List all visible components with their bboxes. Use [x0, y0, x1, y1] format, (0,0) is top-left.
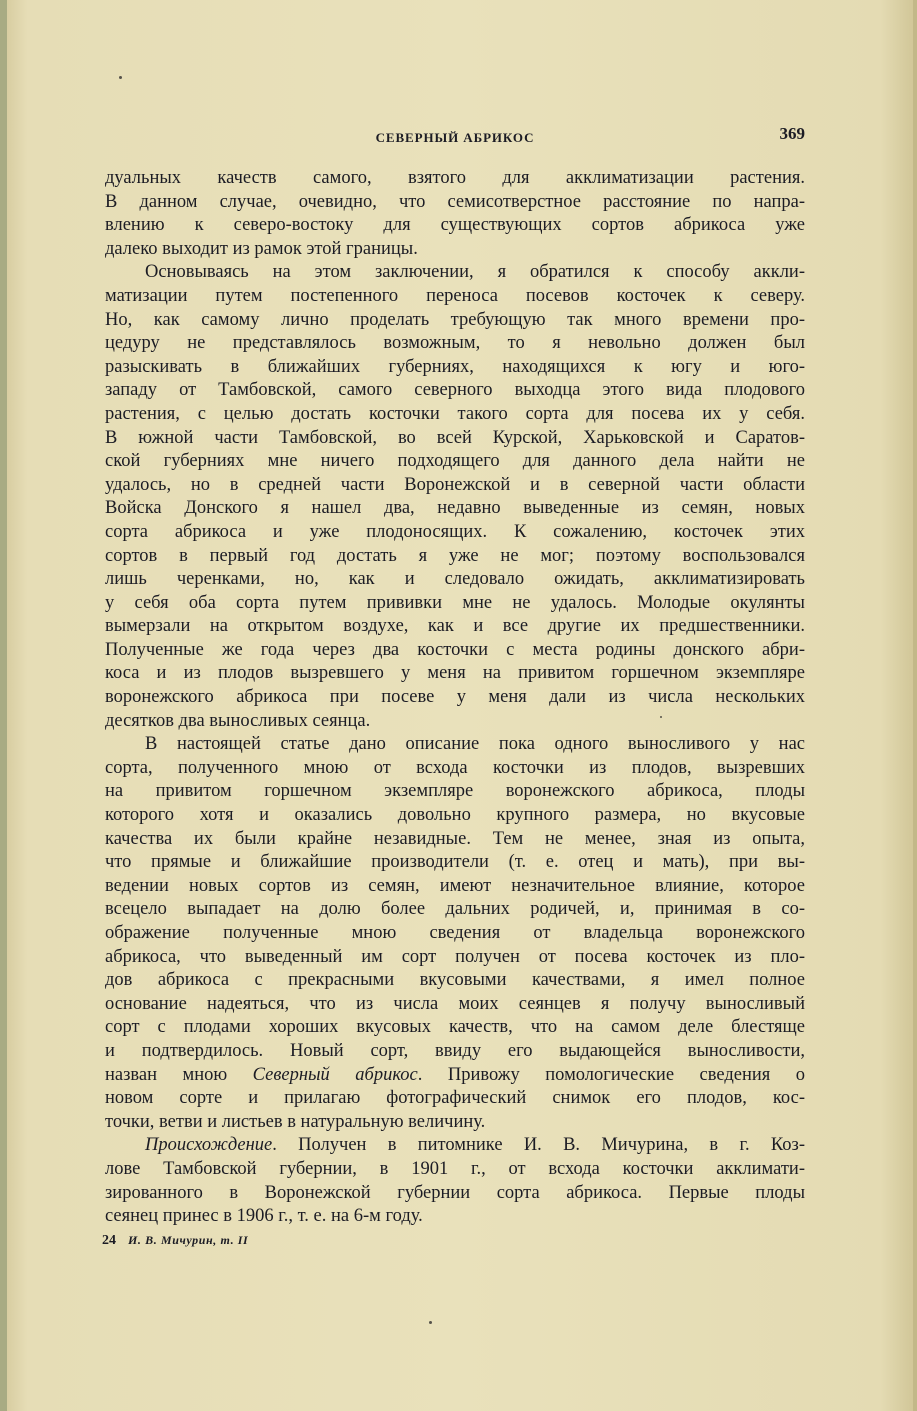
- text-line: сорт с плодами хороших вкусовых качеств, что на самом деле блестяще: [105, 1017, 805, 1038]
- text-line: сортов в первый год достать я уже не мог; поэтому воспользовался: [105, 545, 805, 566]
- text-line: Основываясь на этом заключении, я обратился к способу аккли-: [145, 262, 805, 283]
- text-line: которого хотя и оказались довольно крупного размера, но вкусовые: [105, 805, 805, 826]
- text-line: ображение полученные мною сведения от владельца воронежского: [105, 923, 805, 943]
- signature-mark: 24: [102, 1233, 116, 1248]
- text-line: лове Тамбовской губернии, в 1901 г., от всхода косточки акклимати-: [105, 1158, 805, 1179]
- text-line: у себя оба сорта путем прививки мне не удалось. Молодые окулянты: [105, 592, 805, 613]
- text-line: точки, ветви и листьев в натуральную величину.: [105, 1111, 486, 1132]
- text-run: назван мною: [105, 1064, 253, 1085]
- text-line: что прямые и ближайшие производители (т. е. отец и мать), при вы-: [105, 852, 805, 873]
- text-line: сорта, полученного мною от всхода косточки из плодов, вызревших: [105, 757, 805, 778]
- text-line: [105, 1064, 805, 1088]
- text-line: десятков два выносливых сеянца.: [105, 710, 371, 731]
- signature-footer: [102, 1233, 248, 1249]
- text-line: В южной части Тамбовской, во всей Курской, Харьковской и Саратов-: [105, 427, 805, 448]
- text-line: западу от Тамбовской, самого северного выходца этого вида плодового: [105, 380, 805, 401]
- text-line: Войска Донского я нашел два, недавно выведенные из семян, новых: [105, 498, 805, 519]
- text-line: В данном случае, очевидно, что семисотверстное расстояние по напра-: [105, 191, 805, 212]
- text-line: Полученные же года через два косточки с места родины донского абри-: [105, 639, 805, 660]
- text-line: растения, с целью достать косточки такого сорта для посева их у себя.: [105, 403, 805, 424]
- text-line: качества их были крайне незавидные. Тем не менее, зная из опыта,: [105, 828, 805, 849]
- text-line: Но, как самому лично проделать требующую так много времени про-: [105, 309, 805, 330]
- text-line: дов абрикоса с прекрасными вкусовыми качествами, я имел полное: [105, 970, 805, 991]
- text-line: коса и из плодов вызревшего у меня на привитом горшечном экземпляре: [105, 663, 805, 684]
- print-speck: [429, 1321, 432, 1324]
- text-line: всецело выпадает на долю более дальних родичей, и, принимая в со-: [105, 899, 805, 920]
- text-line: далеко выходит из рамок этой границы.: [105, 238, 418, 259]
- text-line: основание надеяться, что из числа моих сеянцев я получу выносливый: [105, 993, 805, 1014]
- text-line: влению к северо-востоку для существующих сортов абрикоса уже: [105, 215, 805, 236]
- text-run: . Получен в питомнике И. В. Мичурина, в г. Коз-: [272, 1135, 805, 1156]
- running-title: СЕВЕРНЫЙ АБРИКОС: [375, 130, 535, 145]
- text-line: зированного в Воронежской губернии сорта абрикоса. Первые плоды: [105, 1182, 805, 1203]
- running-head: [105, 124, 805, 150]
- text-line: воронежского абрикоса при посеве у меня дали из числа нескольких: [105, 687, 805, 708]
- text-line: разыскивать в ближайших губерниях, находящихся к югу и юго-: [105, 356, 805, 377]
- text-line: на привитом горшечном экземпляре воронежского абрикоса, плоды: [105, 781, 805, 802]
- text-line: лишь черенками, но, как и следовало ожидать, акклиматизировать: [105, 569, 805, 590]
- book-source: И. В. Мичурин, т. II: [128, 1233, 249, 1247]
- variety-name-italic: Северный абрикос: [252, 1064, 418, 1085]
- text-line: и подтвердилось. Новый сорт, ввиду его выдающейся выносливости,: [105, 1040, 805, 1061]
- page-left-edge: [0, 0, 7, 1411]
- text-line: абрикоса, что выведенный им сорт получен от посева косточек из пло-: [105, 946, 805, 967]
- text-line: В настоящей статье дано описание пока одного выносливого у нас: [145, 734, 805, 755]
- section-term-italic: Происхождение: [145, 1135, 273, 1156]
- page-number: 369: [779, 124, 805, 143]
- text-line: вымерзали на открытом воздухе, как и все другие их предшественники.: [105, 616, 805, 637]
- text-line: сеянец принес в 1906 г., т. е. на 6-м году.: [105, 1206, 423, 1227]
- text-line: [105, 1134, 805, 1158]
- text-line: ской губерниях мне ничего подходящего для данного дела найти не: [105, 451, 805, 472]
- text-line: цедуру не представлялось возможным, то я невольно должен был: [105, 333, 805, 354]
- text-line: дуальных качеств самого, взятого для акклиматизации растения.: [105, 168, 805, 188]
- text-line: удалось, но в средней части Воронежской и в северной части области: [105, 474, 805, 495]
- text-line: новом сорте и прилагаю фотографический снимок его плодов, кос-: [105, 1088, 805, 1109]
- body-text: [105, 167, 805, 1229]
- text-run: . Привожу помологические сведения о: [417, 1064, 805, 1085]
- page-right-edge: [913, 0, 917, 1411]
- print-speck: [119, 76, 122, 79]
- text-line: ведении новых сортов из семян, имеют незначительное влияние, которое: [105, 875, 805, 896]
- text-line: сорта абрикоса и уже плодоносящих. К сожалению, косточек этих: [105, 521, 805, 542]
- text-line: матизации путем постепенного переноса посевов косточек к северу.: [105, 285, 805, 306]
